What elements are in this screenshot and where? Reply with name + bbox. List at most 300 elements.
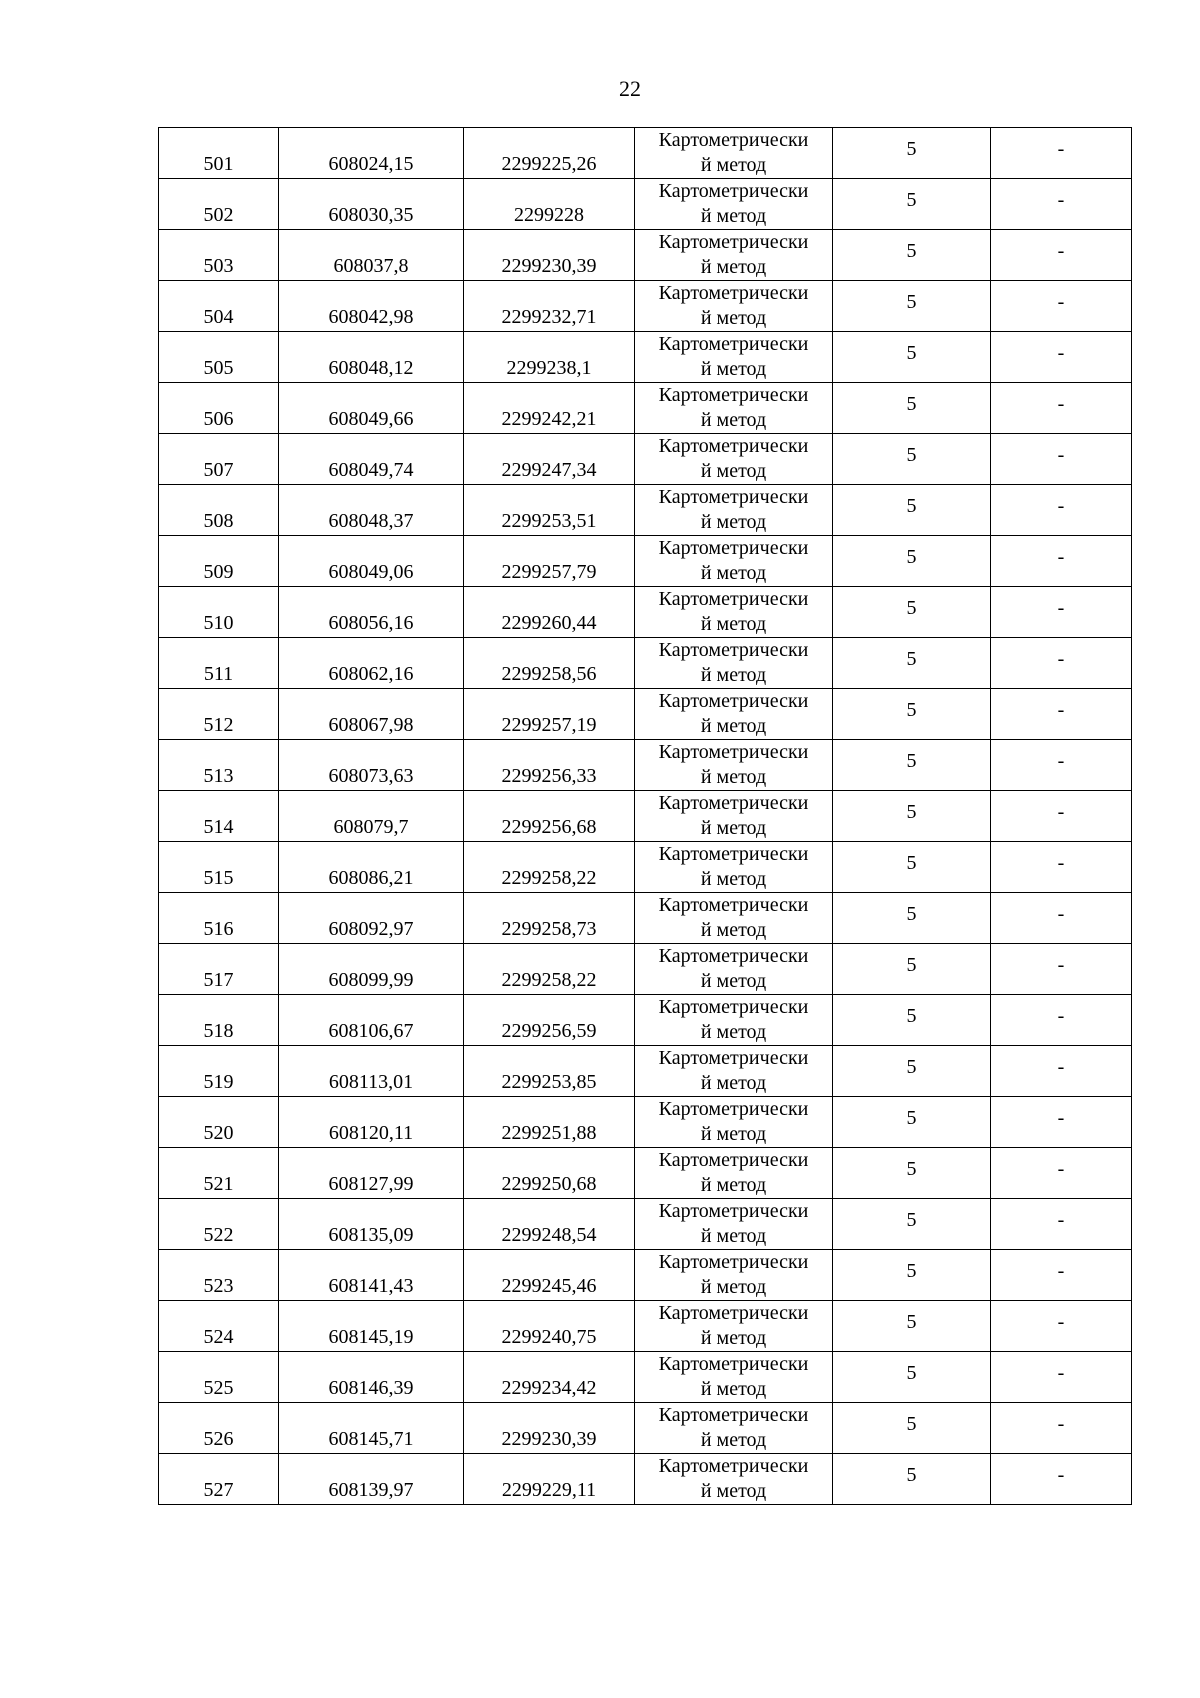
note-cell bbox=[991, 1199, 1132, 1250]
y-coordinate-cell: 2299253,85 bbox=[464, 1046, 635, 1097]
table-row bbox=[159, 1097, 1132, 1148]
note-cell bbox=[991, 689, 1132, 740]
method-cell bbox=[635, 944, 833, 995]
note-value: - bbox=[1057, 188, 1065, 211]
method-cell bbox=[635, 740, 833, 791]
method-text-line-2: й метод bbox=[700, 715, 767, 737]
note-cell bbox=[991, 587, 1132, 638]
y-coordinate-cell: 2299234,42 bbox=[464, 1352, 635, 1403]
method-cell bbox=[635, 1199, 833, 1250]
method-text-line-2: й метод bbox=[700, 307, 767, 329]
y-coordinate-cell: 2299258,56 bbox=[464, 638, 635, 689]
note-value: - bbox=[1057, 596, 1065, 619]
point-number-cell: 525 bbox=[159, 1352, 279, 1403]
method-cell bbox=[635, 1250, 833, 1301]
table-row bbox=[159, 1250, 1132, 1301]
note-value: - bbox=[1057, 698, 1065, 721]
accuracy-value: 5 bbox=[906, 137, 917, 160]
accuracy-cell bbox=[833, 893, 991, 944]
method-cell bbox=[635, 383, 833, 434]
note-cell bbox=[991, 179, 1132, 230]
y-coordinate-cell: 2299260,44 bbox=[464, 587, 635, 638]
y-coordinate-cell: 2299250,68 bbox=[464, 1148, 635, 1199]
accuracy-cell bbox=[833, 1046, 991, 1097]
point-number-cell: 521 bbox=[159, 1148, 279, 1199]
method-text-line-1: Картометрически bbox=[658, 1302, 809, 1324]
y-coordinate-cell: 2299240,75 bbox=[464, 1301, 635, 1352]
accuracy-value: 5 bbox=[906, 1412, 917, 1435]
table-row bbox=[159, 638, 1132, 689]
note-value: - bbox=[1057, 1157, 1065, 1180]
note-value: - bbox=[1057, 392, 1065, 415]
accuracy-cell bbox=[833, 230, 991, 281]
method-text-line-1: Картометрически bbox=[658, 180, 809, 202]
point-number-cell: 511 bbox=[159, 638, 279, 689]
accuracy-value: 5 bbox=[906, 1004, 917, 1027]
accuracy-value: 5 bbox=[906, 1259, 917, 1282]
x-coordinate-cell: 608024,15 bbox=[279, 128, 464, 179]
accuracy-value: 5 bbox=[906, 1310, 917, 1333]
note-cell bbox=[991, 944, 1132, 995]
method-text-line-1: Картометрически bbox=[658, 588, 809, 610]
accuracy-cell bbox=[833, 944, 991, 995]
accuracy-value: 5 bbox=[906, 1463, 917, 1486]
y-coordinate-cell: 2299242,21 bbox=[464, 383, 635, 434]
note-cell bbox=[991, 842, 1132, 893]
coordinates-table-body bbox=[159, 128, 1132, 1505]
note-cell bbox=[991, 281, 1132, 332]
y-coordinate-cell: 2299230,39 bbox=[464, 1403, 635, 1454]
x-coordinate-cell: 608145,71 bbox=[279, 1403, 464, 1454]
table-row bbox=[159, 536, 1132, 587]
note-cell bbox=[991, 536, 1132, 587]
method-text-line-2: й метод bbox=[700, 460, 767, 482]
y-coordinate-cell: 2299228 bbox=[464, 179, 635, 230]
method-cell bbox=[635, 485, 833, 536]
accuracy-value: 5 bbox=[906, 1157, 917, 1180]
y-coordinate-cell: 2299257,79 bbox=[464, 536, 635, 587]
method-cell bbox=[635, 1301, 833, 1352]
accuracy-cell bbox=[833, 536, 991, 587]
method-text-line-2: й метод bbox=[700, 766, 767, 788]
y-coordinate-cell: 2299256,68 bbox=[464, 791, 635, 842]
y-coordinate-cell: 2299257,19 bbox=[464, 689, 635, 740]
accuracy-value: 5 bbox=[906, 953, 917, 976]
method-text-line-1: Картометрически bbox=[658, 1404, 809, 1426]
table-row bbox=[159, 1352, 1132, 1403]
note-value: - bbox=[1057, 1004, 1065, 1027]
method-text-line-1: Картометрически bbox=[658, 384, 809, 406]
accuracy-value: 5 bbox=[906, 647, 917, 670]
point-number-cell: 506 bbox=[159, 383, 279, 434]
accuracy-cell bbox=[833, 689, 991, 740]
note-cell bbox=[991, 128, 1132, 179]
method-cell bbox=[635, 536, 833, 587]
point-number-cell: 513 bbox=[159, 740, 279, 791]
accuracy-cell bbox=[833, 740, 991, 791]
method-text-line-1: Картометрически bbox=[658, 996, 809, 1018]
note-value: - bbox=[1057, 1310, 1065, 1333]
y-coordinate-cell: 2299251,88 bbox=[464, 1097, 635, 1148]
method-text-line-2: й метод bbox=[700, 511, 767, 533]
note-cell bbox=[991, 791, 1132, 842]
method-text-line-1: Картометрически bbox=[658, 1353, 809, 1375]
x-coordinate-cell: 608086,21 bbox=[279, 842, 464, 893]
method-text-line-1: Картометрически bbox=[658, 639, 809, 661]
note-value: - bbox=[1057, 953, 1065, 976]
note-cell bbox=[991, 383, 1132, 434]
table-row bbox=[159, 689, 1132, 740]
accuracy-cell bbox=[833, 332, 991, 383]
table-row bbox=[159, 332, 1132, 383]
x-coordinate-cell: 608049,06 bbox=[279, 536, 464, 587]
accuracy-cell bbox=[833, 128, 991, 179]
accuracy-value: 5 bbox=[906, 545, 917, 568]
method-cell bbox=[635, 1148, 833, 1199]
y-coordinate-cell: 2299258,22 bbox=[464, 842, 635, 893]
note-value: - bbox=[1057, 494, 1065, 517]
y-coordinate-cell: 2299256,59 bbox=[464, 995, 635, 1046]
method-cell bbox=[635, 1352, 833, 1403]
note-value: - bbox=[1057, 1361, 1065, 1384]
x-coordinate-cell: 608049,66 bbox=[279, 383, 464, 434]
note-cell bbox=[991, 1403, 1132, 1454]
method-text-line-1: Картометрически bbox=[658, 1149, 809, 1171]
point-number-cell: 519 bbox=[159, 1046, 279, 1097]
note-value: - bbox=[1057, 851, 1065, 874]
point-number-cell: 505 bbox=[159, 332, 279, 383]
x-coordinate-cell: 608106,67 bbox=[279, 995, 464, 1046]
point-number-cell: 514 bbox=[159, 791, 279, 842]
accuracy-cell bbox=[833, 1403, 991, 1454]
accuracy-cell bbox=[833, 179, 991, 230]
method-text-line-2: й метод bbox=[700, 919, 767, 941]
accuracy-value: 5 bbox=[906, 341, 917, 364]
method-text-line-2: й метод bbox=[700, 205, 767, 227]
point-number-cell: 523 bbox=[159, 1250, 279, 1301]
note-cell bbox=[991, 1454, 1132, 1505]
method-cell bbox=[635, 1454, 833, 1505]
y-coordinate-cell: 2299253,51 bbox=[464, 485, 635, 536]
method-cell bbox=[635, 281, 833, 332]
table-row bbox=[159, 383, 1132, 434]
method-cell bbox=[635, 995, 833, 1046]
note-cell bbox=[991, 230, 1132, 281]
point-number-cell: 518 bbox=[159, 995, 279, 1046]
method-text-line-2: й метод bbox=[700, 1378, 767, 1400]
x-coordinate-cell: 608127,99 bbox=[279, 1148, 464, 1199]
point-number-cell: 517 bbox=[159, 944, 279, 995]
accuracy-value: 5 bbox=[906, 800, 917, 823]
method-cell bbox=[635, 230, 833, 281]
accuracy-cell bbox=[833, 281, 991, 332]
method-text-line-1: Картометрически bbox=[658, 1047, 809, 1069]
accuracy-cell bbox=[833, 1148, 991, 1199]
point-number-cell: 524 bbox=[159, 1301, 279, 1352]
method-cell bbox=[635, 587, 833, 638]
x-coordinate-cell: 608037,8 bbox=[279, 230, 464, 281]
table-row bbox=[159, 587, 1132, 638]
note-cell bbox=[991, 1352, 1132, 1403]
method-text-line-2: й метод bbox=[700, 817, 767, 839]
note-cell bbox=[991, 485, 1132, 536]
method-cell bbox=[635, 434, 833, 485]
note-value: - bbox=[1057, 1412, 1065, 1435]
method-cell bbox=[635, 791, 833, 842]
method-cell bbox=[635, 638, 833, 689]
accuracy-cell bbox=[833, 383, 991, 434]
method-text-line-1: Картометрически bbox=[658, 894, 809, 916]
note-cell bbox=[991, 1097, 1132, 1148]
point-number-cell: 503 bbox=[159, 230, 279, 281]
point-number-cell: 526 bbox=[159, 1403, 279, 1454]
note-cell bbox=[991, 638, 1132, 689]
point-number-cell: 527 bbox=[159, 1454, 279, 1505]
table-row bbox=[159, 434, 1132, 485]
x-coordinate-cell: 608062,16 bbox=[279, 638, 464, 689]
note-value: - bbox=[1057, 137, 1065, 160]
note-cell bbox=[991, 332, 1132, 383]
table-row bbox=[159, 1403, 1132, 1454]
accuracy-value: 5 bbox=[906, 1055, 917, 1078]
accuracy-value: 5 bbox=[906, 494, 917, 517]
y-coordinate-cell: 2299248,54 bbox=[464, 1199, 635, 1250]
note-value: - bbox=[1057, 1055, 1065, 1078]
method-text-line-1: Картометрически bbox=[658, 486, 809, 508]
point-number-cell: 509 bbox=[159, 536, 279, 587]
note-value: - bbox=[1057, 290, 1065, 313]
method-cell bbox=[635, 893, 833, 944]
x-coordinate-cell: 608048,37 bbox=[279, 485, 464, 536]
note-value: - bbox=[1057, 443, 1065, 466]
y-coordinate-cell: 2299247,34 bbox=[464, 434, 635, 485]
method-text-line-2: й метод bbox=[700, 1021, 767, 1043]
method-text-line-1: Картометрически bbox=[658, 1455, 809, 1477]
method-text-line-2: й метод bbox=[700, 256, 767, 278]
accuracy-value: 5 bbox=[906, 392, 917, 415]
method-text-line-2: й метод bbox=[700, 1174, 767, 1196]
y-coordinate-cell: 2299256,33 bbox=[464, 740, 635, 791]
accuracy-value: 5 bbox=[906, 188, 917, 211]
note-value: - bbox=[1057, 1259, 1065, 1282]
y-coordinate-cell: 2299232,71 bbox=[464, 281, 635, 332]
method-text-line-1: Картометрически bbox=[658, 690, 809, 712]
table-row bbox=[159, 944, 1132, 995]
table-row bbox=[159, 1148, 1132, 1199]
method-text-line-2: й метод bbox=[700, 1327, 767, 1349]
note-value: - bbox=[1057, 239, 1065, 262]
accuracy-value: 5 bbox=[906, 443, 917, 466]
table-row bbox=[159, 230, 1132, 281]
table-row bbox=[159, 128, 1132, 179]
method-cell bbox=[635, 689, 833, 740]
accuracy-cell bbox=[833, 485, 991, 536]
method-text-line-1: Картометрически bbox=[658, 282, 809, 304]
x-coordinate-cell: 608073,63 bbox=[279, 740, 464, 791]
method-text-line-2: й метод bbox=[700, 970, 767, 992]
method-text-line-1: Картометрически bbox=[658, 435, 809, 457]
x-coordinate-cell: 608145,19 bbox=[279, 1301, 464, 1352]
x-coordinate-cell: 608067,98 bbox=[279, 689, 464, 740]
x-coordinate-cell: 608146,39 bbox=[279, 1352, 464, 1403]
y-coordinate-cell: 2299229,11 bbox=[464, 1454, 635, 1505]
accuracy-cell bbox=[833, 638, 991, 689]
method-text-line-1: Картометрически bbox=[658, 231, 809, 253]
x-coordinate-cell: 608139,97 bbox=[279, 1454, 464, 1505]
table-row bbox=[159, 1199, 1132, 1250]
method-text-line-1: Картометрически bbox=[658, 792, 809, 814]
point-number-cell: 520 bbox=[159, 1097, 279, 1148]
accuracy-cell bbox=[833, 434, 991, 485]
x-coordinate-cell: 608135,09 bbox=[279, 1199, 464, 1250]
point-number-cell: 522 bbox=[159, 1199, 279, 1250]
note-cell bbox=[991, 1046, 1132, 1097]
note-value: - bbox=[1057, 800, 1065, 823]
method-text-line-1: Картометрически bbox=[658, 333, 809, 355]
method-text-line-2: й метод bbox=[700, 154, 767, 176]
x-coordinate-cell: 608141,43 bbox=[279, 1250, 464, 1301]
accuracy-cell bbox=[833, 1250, 991, 1301]
x-coordinate-cell: 608113,01 bbox=[279, 1046, 464, 1097]
accuracy-cell bbox=[833, 1301, 991, 1352]
method-text-line-1: Картометрически bbox=[658, 741, 809, 763]
table-row bbox=[159, 1046, 1132, 1097]
note-cell bbox=[991, 434, 1132, 485]
method-text-line-2: й метод bbox=[700, 1123, 767, 1145]
method-text-line-1: Картометрически bbox=[658, 945, 809, 967]
note-value: - bbox=[1057, 902, 1065, 925]
x-coordinate-cell: 608120,11 bbox=[279, 1097, 464, 1148]
point-number-cell: 501 bbox=[159, 128, 279, 179]
accuracy-cell bbox=[833, 1352, 991, 1403]
method-text-line-2: й метод bbox=[700, 1225, 767, 1247]
method-text-line-2: й метод bbox=[700, 664, 767, 686]
x-coordinate-cell: 608048,12 bbox=[279, 332, 464, 383]
note-cell bbox=[991, 740, 1132, 791]
method-text-line-1: Картометрически bbox=[658, 537, 809, 559]
note-value: - bbox=[1057, 341, 1065, 364]
method-text-line-1: Картометрически bbox=[658, 129, 809, 151]
accuracy-cell bbox=[833, 1097, 991, 1148]
point-number-cell: 512 bbox=[159, 689, 279, 740]
table-row bbox=[159, 791, 1132, 842]
accuracy-cell bbox=[833, 995, 991, 1046]
y-coordinate-cell: 2299238,1 bbox=[464, 332, 635, 383]
accuracy-cell bbox=[833, 1454, 991, 1505]
note-cell bbox=[991, 893, 1132, 944]
method-text-line-2: й метод bbox=[700, 1072, 767, 1094]
method-text-line-2: й метод bbox=[700, 358, 767, 380]
table-row bbox=[159, 842, 1132, 893]
method-text-line-1: Картометрически bbox=[658, 1200, 809, 1222]
method-cell bbox=[635, 1403, 833, 1454]
method-text-line-2: й метод bbox=[700, 409, 767, 431]
y-coordinate-cell: 2299225,26 bbox=[464, 128, 635, 179]
note-value: - bbox=[1057, 749, 1065, 772]
method-text-line-2: й метод bbox=[700, 562, 767, 584]
accuracy-value: 5 bbox=[906, 851, 917, 874]
method-cell bbox=[635, 128, 833, 179]
method-text-line-2: й метод bbox=[700, 1276, 767, 1298]
table-row bbox=[159, 1301, 1132, 1352]
x-coordinate-cell: 608092,97 bbox=[279, 893, 464, 944]
point-number-cell: 507 bbox=[159, 434, 279, 485]
accuracy-cell bbox=[833, 791, 991, 842]
page-number: 22 bbox=[619, 76, 641, 101]
table-row bbox=[159, 893, 1132, 944]
table-row bbox=[159, 485, 1132, 536]
x-coordinate-cell: 608099,99 bbox=[279, 944, 464, 995]
method-cell bbox=[635, 842, 833, 893]
method-text-line-2: й метод bbox=[700, 613, 767, 635]
point-number-cell: 516 bbox=[159, 893, 279, 944]
note-value: - bbox=[1057, 1463, 1065, 1486]
y-coordinate-cell: 2299245,46 bbox=[464, 1250, 635, 1301]
coordinates-table bbox=[158, 127, 1132, 1505]
note-cell bbox=[991, 995, 1132, 1046]
note-value: - bbox=[1057, 1106, 1065, 1129]
note-cell bbox=[991, 1301, 1132, 1352]
accuracy-cell bbox=[833, 587, 991, 638]
method-cell bbox=[635, 179, 833, 230]
point-number-cell: 504 bbox=[159, 281, 279, 332]
accuracy-value: 5 bbox=[906, 1208, 917, 1231]
x-coordinate-cell: 608030,35 bbox=[279, 179, 464, 230]
accuracy-cell bbox=[833, 1199, 991, 1250]
method-text-line-2: й метод bbox=[700, 1429, 767, 1451]
x-coordinate-cell: 608056,16 bbox=[279, 587, 464, 638]
accuracy-value: 5 bbox=[906, 749, 917, 772]
accuracy-value: 5 bbox=[906, 698, 917, 721]
table-row bbox=[159, 740, 1132, 791]
point-number-cell: 502 bbox=[159, 179, 279, 230]
method-text-line-2: й метод bbox=[700, 868, 767, 890]
x-coordinate-cell: 608049,74 bbox=[279, 434, 464, 485]
table-row bbox=[159, 995, 1132, 1046]
accuracy-value: 5 bbox=[906, 902, 917, 925]
x-coordinate-cell: 608079,7 bbox=[279, 791, 464, 842]
point-number-cell: 510 bbox=[159, 587, 279, 638]
accuracy-value: 5 bbox=[906, 290, 917, 313]
y-coordinate-cell: 2299258,22 bbox=[464, 944, 635, 995]
table-row bbox=[159, 179, 1132, 230]
accuracy-value: 5 bbox=[906, 596, 917, 619]
note-value: - bbox=[1057, 1208, 1065, 1231]
method-text-line-1: Картометрически bbox=[658, 1098, 809, 1120]
method-text-line-2: й метод bbox=[700, 1480, 767, 1502]
accuracy-cell bbox=[833, 842, 991, 893]
method-cell bbox=[635, 1097, 833, 1148]
y-coordinate-cell: 2299230,39 bbox=[464, 230, 635, 281]
accuracy-value: 5 bbox=[906, 1106, 917, 1129]
note-cell bbox=[991, 1148, 1132, 1199]
table-row bbox=[159, 281, 1132, 332]
y-coordinate-cell: 2299258,73 bbox=[464, 893, 635, 944]
accuracy-value: 5 bbox=[906, 1361, 917, 1384]
note-value: - bbox=[1057, 545, 1065, 568]
accuracy-value: 5 bbox=[906, 239, 917, 262]
method-text-line-1: Картометрически bbox=[658, 1251, 809, 1273]
point-number-cell: 508 bbox=[159, 485, 279, 536]
method-cell bbox=[635, 332, 833, 383]
table-row bbox=[159, 1454, 1132, 1505]
point-number-cell: 515 bbox=[159, 842, 279, 893]
method-text-line-1: Картометрически bbox=[658, 843, 809, 865]
note-cell bbox=[991, 1250, 1132, 1301]
method-cell bbox=[635, 1046, 833, 1097]
note-value: - bbox=[1057, 647, 1065, 670]
x-coordinate-cell: 608042,98 bbox=[279, 281, 464, 332]
